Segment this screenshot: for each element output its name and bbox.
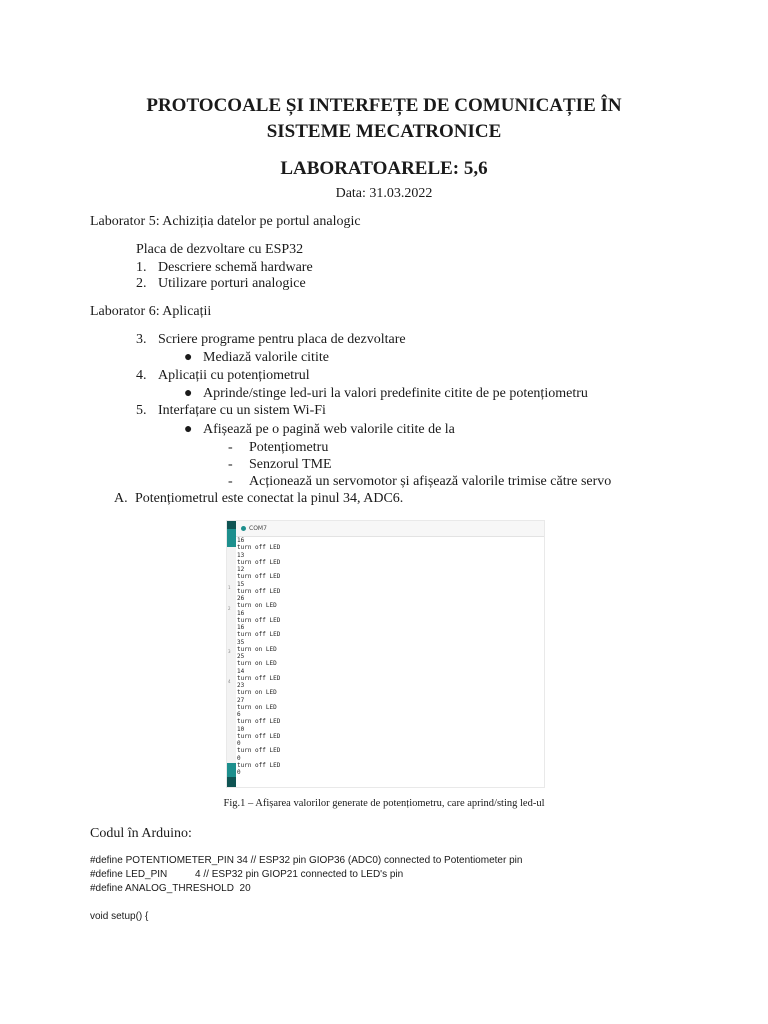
serial-line: turn off LED xyxy=(237,674,281,682)
document-subtitle: LABORATOARELE: 5,6 xyxy=(280,158,488,179)
bullet-icon: ● xyxy=(184,350,193,365)
code-heading: Codul în Arduino: xyxy=(90,826,192,841)
serial-line: turn off LED xyxy=(237,558,281,566)
serial-line: turn off LED xyxy=(237,587,281,595)
axis-tick: 3 xyxy=(228,649,231,654)
serial-line: 14 xyxy=(237,667,245,675)
lab6-item-5-sub-3: Acționează un servomotor și afișează valorile trimise către servo xyxy=(249,474,612,489)
serial-line: turn off LED xyxy=(237,761,281,769)
serial-line: turn off LED xyxy=(237,631,281,639)
lab6-item-5-sub-1: Potențiometru xyxy=(249,440,329,455)
lab6-heading: Laborator 6: Aplicații xyxy=(90,304,212,319)
serial-line: turn on LED xyxy=(237,602,277,610)
lab5-item-1-number: 1. xyxy=(136,260,147,275)
lab6-item-3-number: 3. xyxy=(136,332,147,347)
lab6-item-4-number: 4. xyxy=(136,368,147,383)
axis-tick: 2 xyxy=(228,606,231,611)
code-line-2: #define LED_PIN 4 // ESP32 pin GIOP21 connected to LED's pin xyxy=(90,869,404,880)
serial-line: turn off LED xyxy=(237,732,281,740)
bullet-icon: ● xyxy=(184,422,193,437)
document-title-line-1: PROTOCOALE ȘI INTERFEȚE DE COMUNICAȚIE ÎN xyxy=(146,95,622,116)
serial-line: turn on LED xyxy=(237,703,277,711)
lab6-item-5-bullet: Afișează pe o pagină web valorile citite de la xyxy=(203,422,455,437)
serial-line: turn off LED xyxy=(237,718,281,726)
figure-caption: Fig.1 – Afișarea valorilor generate de potențiometru, care aprind/sting led-ul xyxy=(223,798,545,809)
code-line-3: #define ANALOG_THRESHOLD 20 xyxy=(90,883,251,894)
serial-line: 27 xyxy=(237,696,245,704)
code-line-4: void setup() { xyxy=(90,911,149,922)
lab6-item-5-number: 5. xyxy=(136,403,147,418)
axis-tick: 1 xyxy=(228,585,231,590)
dash-marker: - xyxy=(228,440,233,455)
lab6-item-4-bullet: Aprinde/stinge led-uri la valori predefinite citite de pe potențiometru xyxy=(203,386,588,401)
serial-monitor-title: COM7 xyxy=(249,525,267,532)
serial-line: 16 xyxy=(237,537,245,544)
serial-line: turn on LED xyxy=(237,660,277,668)
serial-monitor-screenshot xyxy=(226,520,545,788)
section-a-letter: A. xyxy=(114,491,128,506)
lab6-item-5: Interfațare cu un sistem Wi-Fi xyxy=(158,403,326,418)
axis-tick: 4 xyxy=(228,679,231,684)
serial-output xyxy=(237,537,540,776)
serial-line: 12 xyxy=(237,566,245,573)
code-line-1: #define POTENTIOMETER_PIN 34 // ESP32 pin GIOP36 (ADC0) connected to Potentiometer pin xyxy=(90,855,523,866)
serial-line: turn off LED xyxy=(237,544,281,552)
port-status-icon xyxy=(241,526,246,531)
lab6-item-5-sub-2: Senzorul TME xyxy=(249,457,332,472)
lab5-board: Placa de dezvoltare cu ESP32 xyxy=(136,242,304,257)
serial-line: 6 xyxy=(237,711,241,718)
serial-line: 16 xyxy=(237,624,245,631)
serial-line: 25 xyxy=(237,653,245,660)
ide-side-strip xyxy=(227,521,236,787)
serial-line: turn off LED xyxy=(237,747,281,755)
serial-line: 0 xyxy=(237,754,241,762)
lab5-item-1: Descriere schemă hardware xyxy=(158,260,313,275)
dash-marker: - xyxy=(228,457,233,472)
lab6-item-3: Scriere programe pentru placa de dezvoltare xyxy=(158,332,406,347)
serial-line: 35 xyxy=(237,638,245,646)
lab6-item-4: Aplicații cu potențiometrul xyxy=(158,368,310,383)
serial-line: turn on LED xyxy=(237,645,277,653)
serial-line: 23 xyxy=(237,682,245,689)
lab5-item-2-number: 2. xyxy=(136,276,147,291)
serial-line: 26 xyxy=(237,595,245,602)
serial-line: turn off LED xyxy=(237,616,281,624)
lab5-heading: Laborator 5: Achiziția datelor pe portul analogic xyxy=(90,214,361,229)
serial-line: turn off LED xyxy=(237,573,281,581)
serial-line: 13 xyxy=(237,551,245,559)
serial-line: turn on LED xyxy=(237,689,277,697)
dash-marker: - xyxy=(228,474,233,489)
serial-line: 0 xyxy=(237,769,241,776)
serial-line: 15 xyxy=(237,580,245,588)
lab5-item-2: Utilizare porturi analogice xyxy=(158,276,306,291)
serial-line: 16 xyxy=(237,609,245,617)
section-a-text: Potențiometrul este conectat la pinul 34, ADC6. xyxy=(135,491,404,506)
document-title-line-2: SISTEME MECATRONICE xyxy=(266,121,502,142)
lab6-item-3-bullet: Mediază valorile citite xyxy=(203,350,329,365)
document-date: Data: 31.03.2022 xyxy=(335,186,433,201)
serial-line: 0 xyxy=(237,740,241,747)
serial-monitor-titlebar xyxy=(236,521,544,537)
bullet-icon: ● xyxy=(184,386,193,401)
serial-line: 10 xyxy=(237,725,245,733)
